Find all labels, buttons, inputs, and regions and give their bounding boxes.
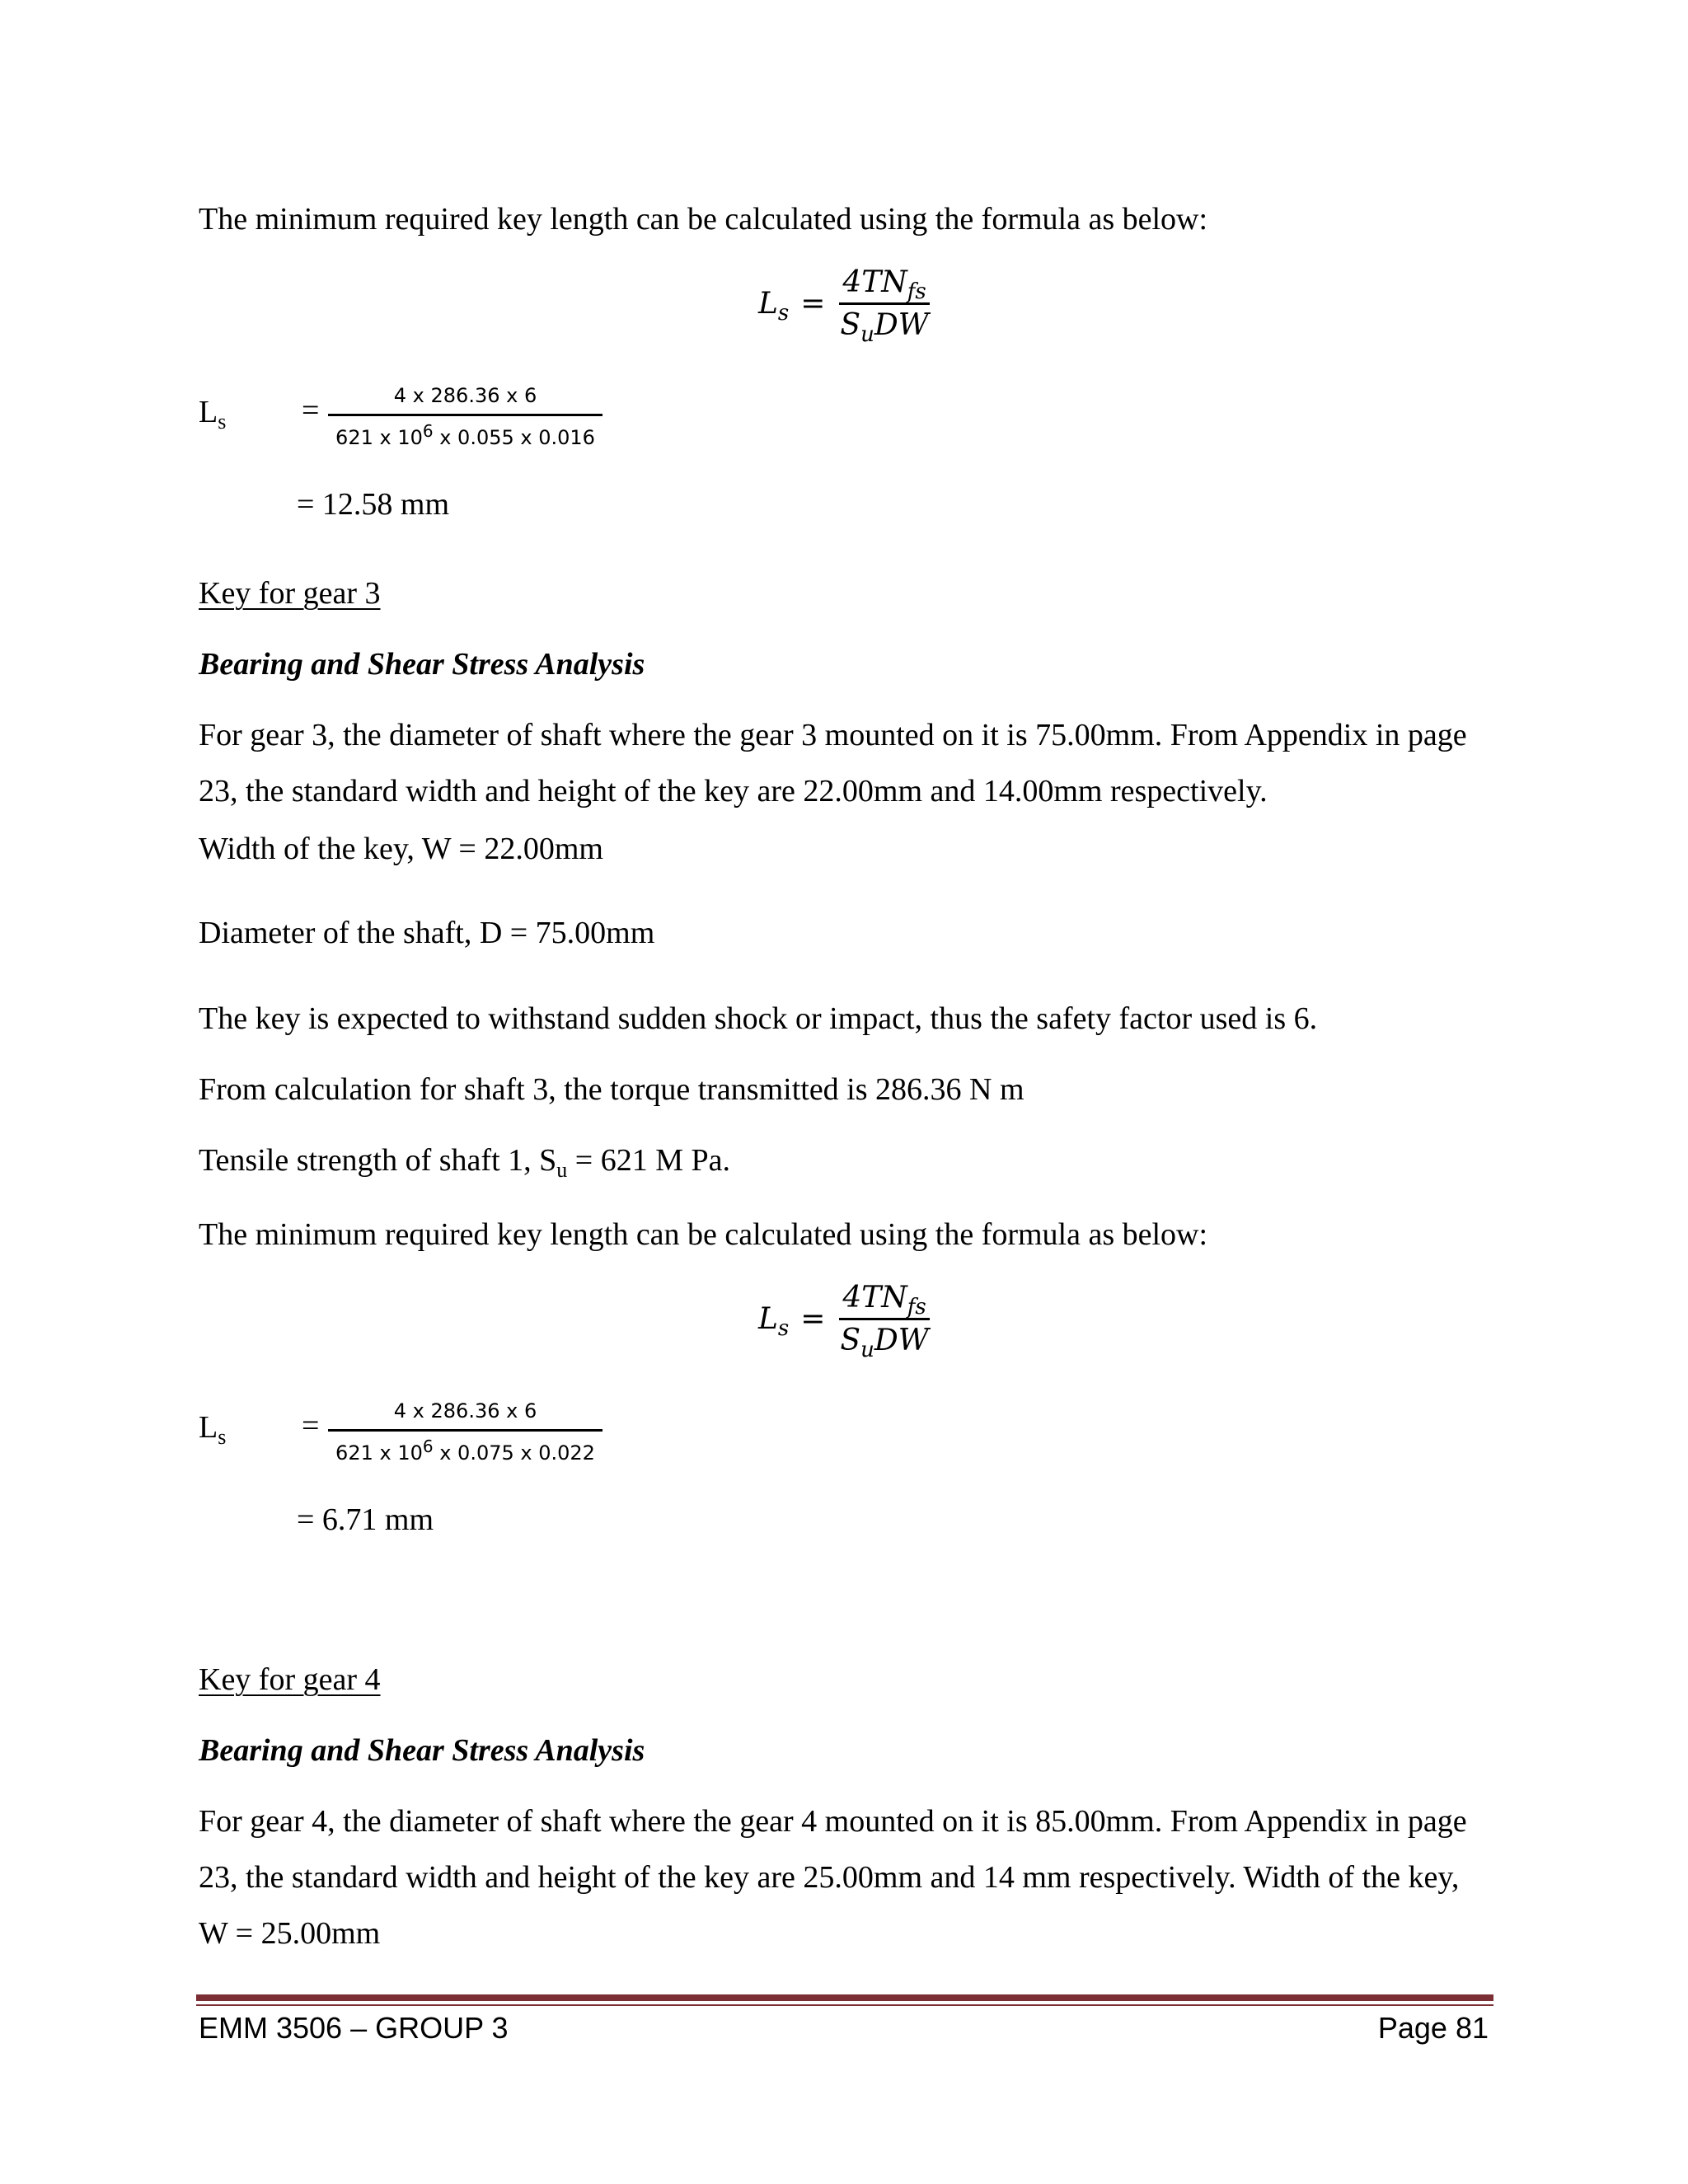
formula-intro-text: The minimum required key length can be calculated using the formula as below: <box>199 202 1208 237</box>
formula2-fraction <box>837 1281 931 1362</box>
calc2-fraction <box>328 1399 603 1465</box>
calc1-numerator: 4 x 286.36 x 6 <box>328 384 603 416</box>
formula-equals: = <box>800 287 826 321</box>
gear3-formula-intro: The minimum required key length can be calculated using the formula as below: <box>199 1217 1208 1252</box>
calc1-equals: = <box>302 393 320 428</box>
footer-rule-thick <box>196 1994 1493 2001</box>
formula-denominator: $S_uDW$ <box>840 308 929 347</box>
calc1-fraction <box>328 384 603 449</box>
calc1-label: $L_s$ <box>199 395 227 434</box>
gear3-width-line: Width of the key, W = 22.00mm <box>199 832 603 866</box>
calc2-numerator: 4 x 286.36 x 6 <box>328 1399 603 1432</box>
calc2-label: $L_s$ <box>199 1410 227 1449</box>
key-length-formula <box>758 265 932 347</box>
gear3-heading: Key for gear 3 <box>199 576 381 611</box>
gear3-torque-line: From calculation for shaft 3, the torque transmitted is 286.36 N m <box>199 1072 1025 1107</box>
footer-page-number: Page 81 <box>1377 2011 1489 2045</box>
gear4-heading: Key for gear 4 <box>199 1662 381 1697</box>
calc1-denominator: 621 x $10^6$ x 0.055 x 0.016 <box>335 421 595 449</box>
calc1-result: = 12.58 mm <box>297 487 450 522</box>
gear4-subheading: Bearing and Shear Stress Analysis <box>199 1733 645 1768</box>
formula2-denominator: $S_uDW$ <box>840 1324 929 1362</box>
formula2-equals: = <box>800 1302 826 1336</box>
calc2-equals: = <box>302 1408 320 1443</box>
formula-fraction <box>837 265 931 347</box>
gear4-paragraph: For gear 4, the diameter of shaft where the gear 4 mounted on it is 85.00mm. From Appendix in page 23, the standard width and height of the key are 25.00mm and 14 mm respectively. Width of the key, W = 25.00mm <box>199 1804 1467 1951</box>
calc2-result: = 6.71 mm <box>297 1502 434 1537</box>
formula2-numerator: $4TN_{fs}$ <box>839 1281 929 1320</box>
key-length-formula-2 <box>758 1281 932 1362</box>
formula2-lhs: $L_s$ <box>758 1302 790 1341</box>
footer-rule-thin <box>196 2004 1493 2006</box>
formula-lhs: $L_s$ <box>758 287 790 326</box>
gear3-paragraph: For gear 3, the diameter of shaft where the gear 3 mounted on it is 75.00mm. From Appendix in page 23, the standard width and height of the key are 22.00mm and 14.00mm respectively. <box>199 718 1467 808</box>
gear3-safety-line: The key is expected to withstand sudden shock or impact, thus the safety factor used is 6. <box>199 1001 1318 1036</box>
formula-numerator: $4TN_{fs}$ <box>839 265 929 305</box>
footer-course-label: EMM 3506 – GROUP 3 <box>199 2011 509 2045</box>
calc2-denominator: 621 x $10^6$ x 0.075 x 0.022 <box>335 1436 595 1465</box>
gear3-tensile-line: Tensile strength of shaft 1, $S_u = 621$ M Pa. <box>199 1143 730 1182</box>
gear3-diameter-line: Diameter of the shaft, D = 75.00mm <box>199 916 655 950</box>
gear3-subheading: Bearing and Shear Stress Analysis <box>199 647 645 682</box>
